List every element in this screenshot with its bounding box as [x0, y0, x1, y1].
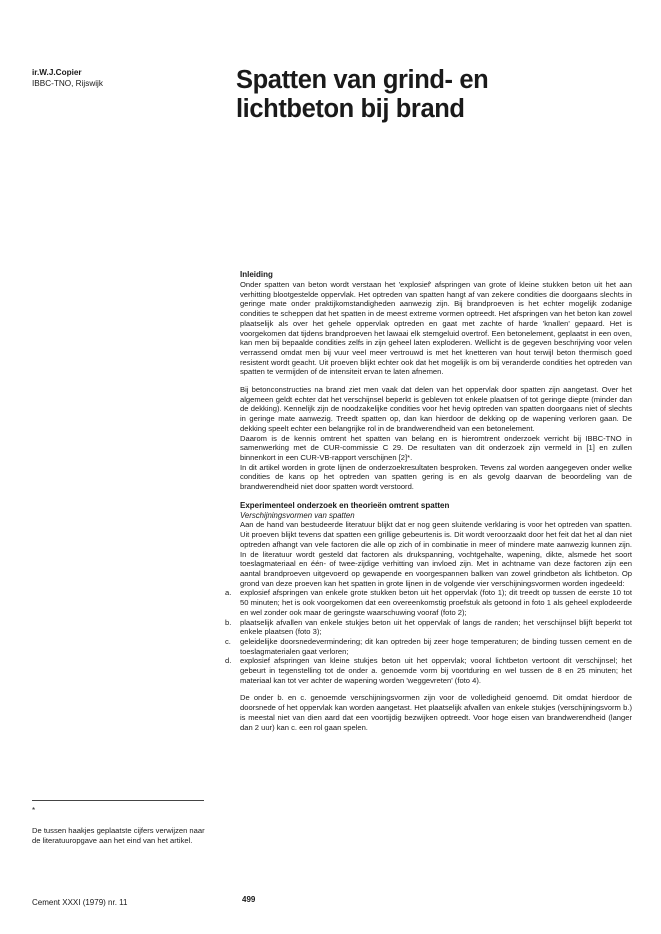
list-item-text: geleidelijke doorsnedevermindering; dit kan optreden bij zeer hoge temperaturen; de binding tussen cement en de toeslagmaterialen gaat verloren; — [240, 636, 632, 656]
author-block — [32, 68, 103, 89]
journal-reference: Cement XXXI (1979) nr. 11 — [32, 898, 128, 907]
author-name: ir.W.J.Copier — [32, 68, 82, 77]
list-item-label: b. — [225, 617, 232, 627]
title-line-1: Spatten van grind- en — [236, 66, 489, 94]
list-item — [225, 617, 632, 637]
intro-heading: Inleiding — [240, 270, 273, 279]
intro-paragraph-1: Onder spatten van beton wordt verstaan het 'explosief' afspringen van grote of kleine stukken beton uit het aan verhitting blootgestelde oppervlak. Het optreden van spatten hangt af van zekere condities die doorgaans slechts in geringe mate onder praktijkomstandigheden aanwezig zijn. Bij brandproeven is het echter mogelijk zodanige condities te scheppen dat het spatten in de meest extreme vormen optreedt. Het afspringen van het beton kan zowel plaatselijk als over het gehele oppervlak optreden en gaat met zachte of harde 'knallen' gepaard. Het is voorgekomen dat tijdens brandproeven het lawaai elk stemgeluid overtrof. Een betonelement, geplaatst in een oven, kan men bij bepaalde condities zelfs in zijn geheel laten exploderen. Wellicht is de gegeven beschrijving voor velen verrassend omdat men bij vuur veel meer vertrouwd is met het knetteren van hout terwijl beton thermisch goed resistent wordt geacht. Uit proeven blijkt echter ook dat het mogelijk is om bij veranderde condities het optreden van spatten te vermijden of de intensiteit ervan te laten afnemen. — [240, 280, 632, 377]
list-item-label: c. — [225, 636, 231, 646]
list-item-text: plaatselijk afvallen van enkele stukjes beton uit het oppervlak of langs de randen; het verschijnsel blijft beperkt tot enkele plaatsen (foto 3); — [240, 617, 632, 637]
list-item-label: a. — [225, 588, 232, 598]
appearance-list — [225, 588, 632, 685]
footnote-text: De tussen haakjes geplaatste cijfers verwijzen naar de literatuuropgave aan het eind van het artikel. — [32, 826, 205, 845]
section-paragraph-1: Aan de hand van bestudeerde literatuur blijkt dat er nog geen sluitende verklaring is voor het optreden van spatten. Uit proeven blijkt tevens dat spatten een grillige gebeurtenis is. Dit wordt veroorzaakt door het feit dat het al dan niet optreden afhangt van vele factoren die alle op zich of in combinatie in meer of mindere mate aanwezig kunnen zijn. In de literatuur wordt gesteld dat factoren als drukspanning, vochtgehalte, wapening, dikte, alsmede het soort toeslagmateriaal en één- of twee-zijdige verhitting van invloed zijn. Met in achtname van deze factoren zijn een aantal brandproeven uitgevoerd op gewapende en voorgespannen balken van zowel grindbeton als lichtbeton. Op grond van deze proeven kan het spatten in grote lijnen in de volgende vier verschijningsvormen worden ingedeeld: — [240, 520, 632, 588]
list-item — [225, 588, 632, 617]
author-affiliation: IBBC-TNO, Rijswijk — [32, 78, 103, 88]
footnote-divider — [32, 800, 204, 801]
intro-paragraph-2: Bij betonconstructies na brand ziet men vaak dat delen van het oppervlak door spatten zijn aangetast. Over het algemeen geldt echter dat het verschijnsel beperkt is gebleven tot enkele plaatsen of tot geringe diepte (minder dan de dekking). Kennelijk zijn de noodzakelijke condities voor het hevig optreden van spatten doorgaans niet of slechts in geringe mate aanwezig. Treedt spatten op, dan kan hierdoor de dekking op de wapening verloren gaan. De dekking speelt echter een belangrijke rol in de brandwerendheid van een betonelement. — [240, 385, 632, 433]
section-paragraph-2: De onder b. en c. genoemde verschijningsvormen zijn voor de volledigheid genoemd. Dit omdat hierdoor de doorsnede of het oppervlak kan worden aangetast. Het plaatselijk afvallen van enkele stukjes (verschijningsvorm b.) is meestal niet van dien aard dat een voortijdig bezwijken optreedt. Voor hoge eisen van brandwerendheid (langer dan 2 uur) kan c. een rol gaan spelen. — [240, 693, 632, 732]
list-item — [225, 656, 632, 685]
section-subheading: Verschijningsvormen van spatten — [240, 510, 355, 520]
list-item-label: d. — [225, 656, 232, 666]
page-number: 499 — [242, 895, 256, 904]
list-item-text: explosief afspringen van enkele grote stukken beton uit het oppervlak (foto 1); dit treedt op tussen de eerste 10 tot 50 minuten; het is ook voorgekomen dat een overeenkomstig proefstuk als getoond in foto 1 als geheel explodeerde en wel zonder ook maar de geringste waarschuwing vooraf (foto 2); — [240, 588, 632, 617]
footnote-marker: * — [32, 806, 36, 815]
section-heading: Experimenteel onderzoek en theorieën omtrent spatten — [240, 500, 450, 510]
title-line-2: lichtbeton bij brand — [236, 95, 465, 123]
list-item — [225, 636, 632, 656]
article-body — [225, 270, 632, 732]
intro-paragraph-3: Daarom is de kennis omtrent het spatten van belang en is hieromtrent onderzoek verricht bij IBBC-TNO in samenwerking met de CUR-commissie C 29. De resultaten van dit onderzoek zijn vermeld in [1] en zullen binnenkort in een CUR-VB-rapport verschijnen [2]*. — [240, 433, 632, 462]
list-item-text: explosief afspringen van kleine stukjes beton uit het oppervlak; vooral lichtbeton vertoont dit verschijnsel; het gebeurt in tegenstelling tot de onder a. genoemde vorm bij voortduring en wel tussen de 8 en 25 minuten; het materiaal kan tot ver achter de wapening worden 'weggevreten' (foto 4). — [240, 656, 632, 685]
article-title — [236, 66, 636, 124]
intro-paragraph-4: In dit artikel worden in grote lijnen de onderzoekresultaten besproken. Tevens zal worden aangegeven onder welke condities de kans op het optreden van spatten gering is en als gevolg daarvan de beoordeling van de brandwerendheid niet door spatten wordt verstoord. — [240, 462, 632, 492]
